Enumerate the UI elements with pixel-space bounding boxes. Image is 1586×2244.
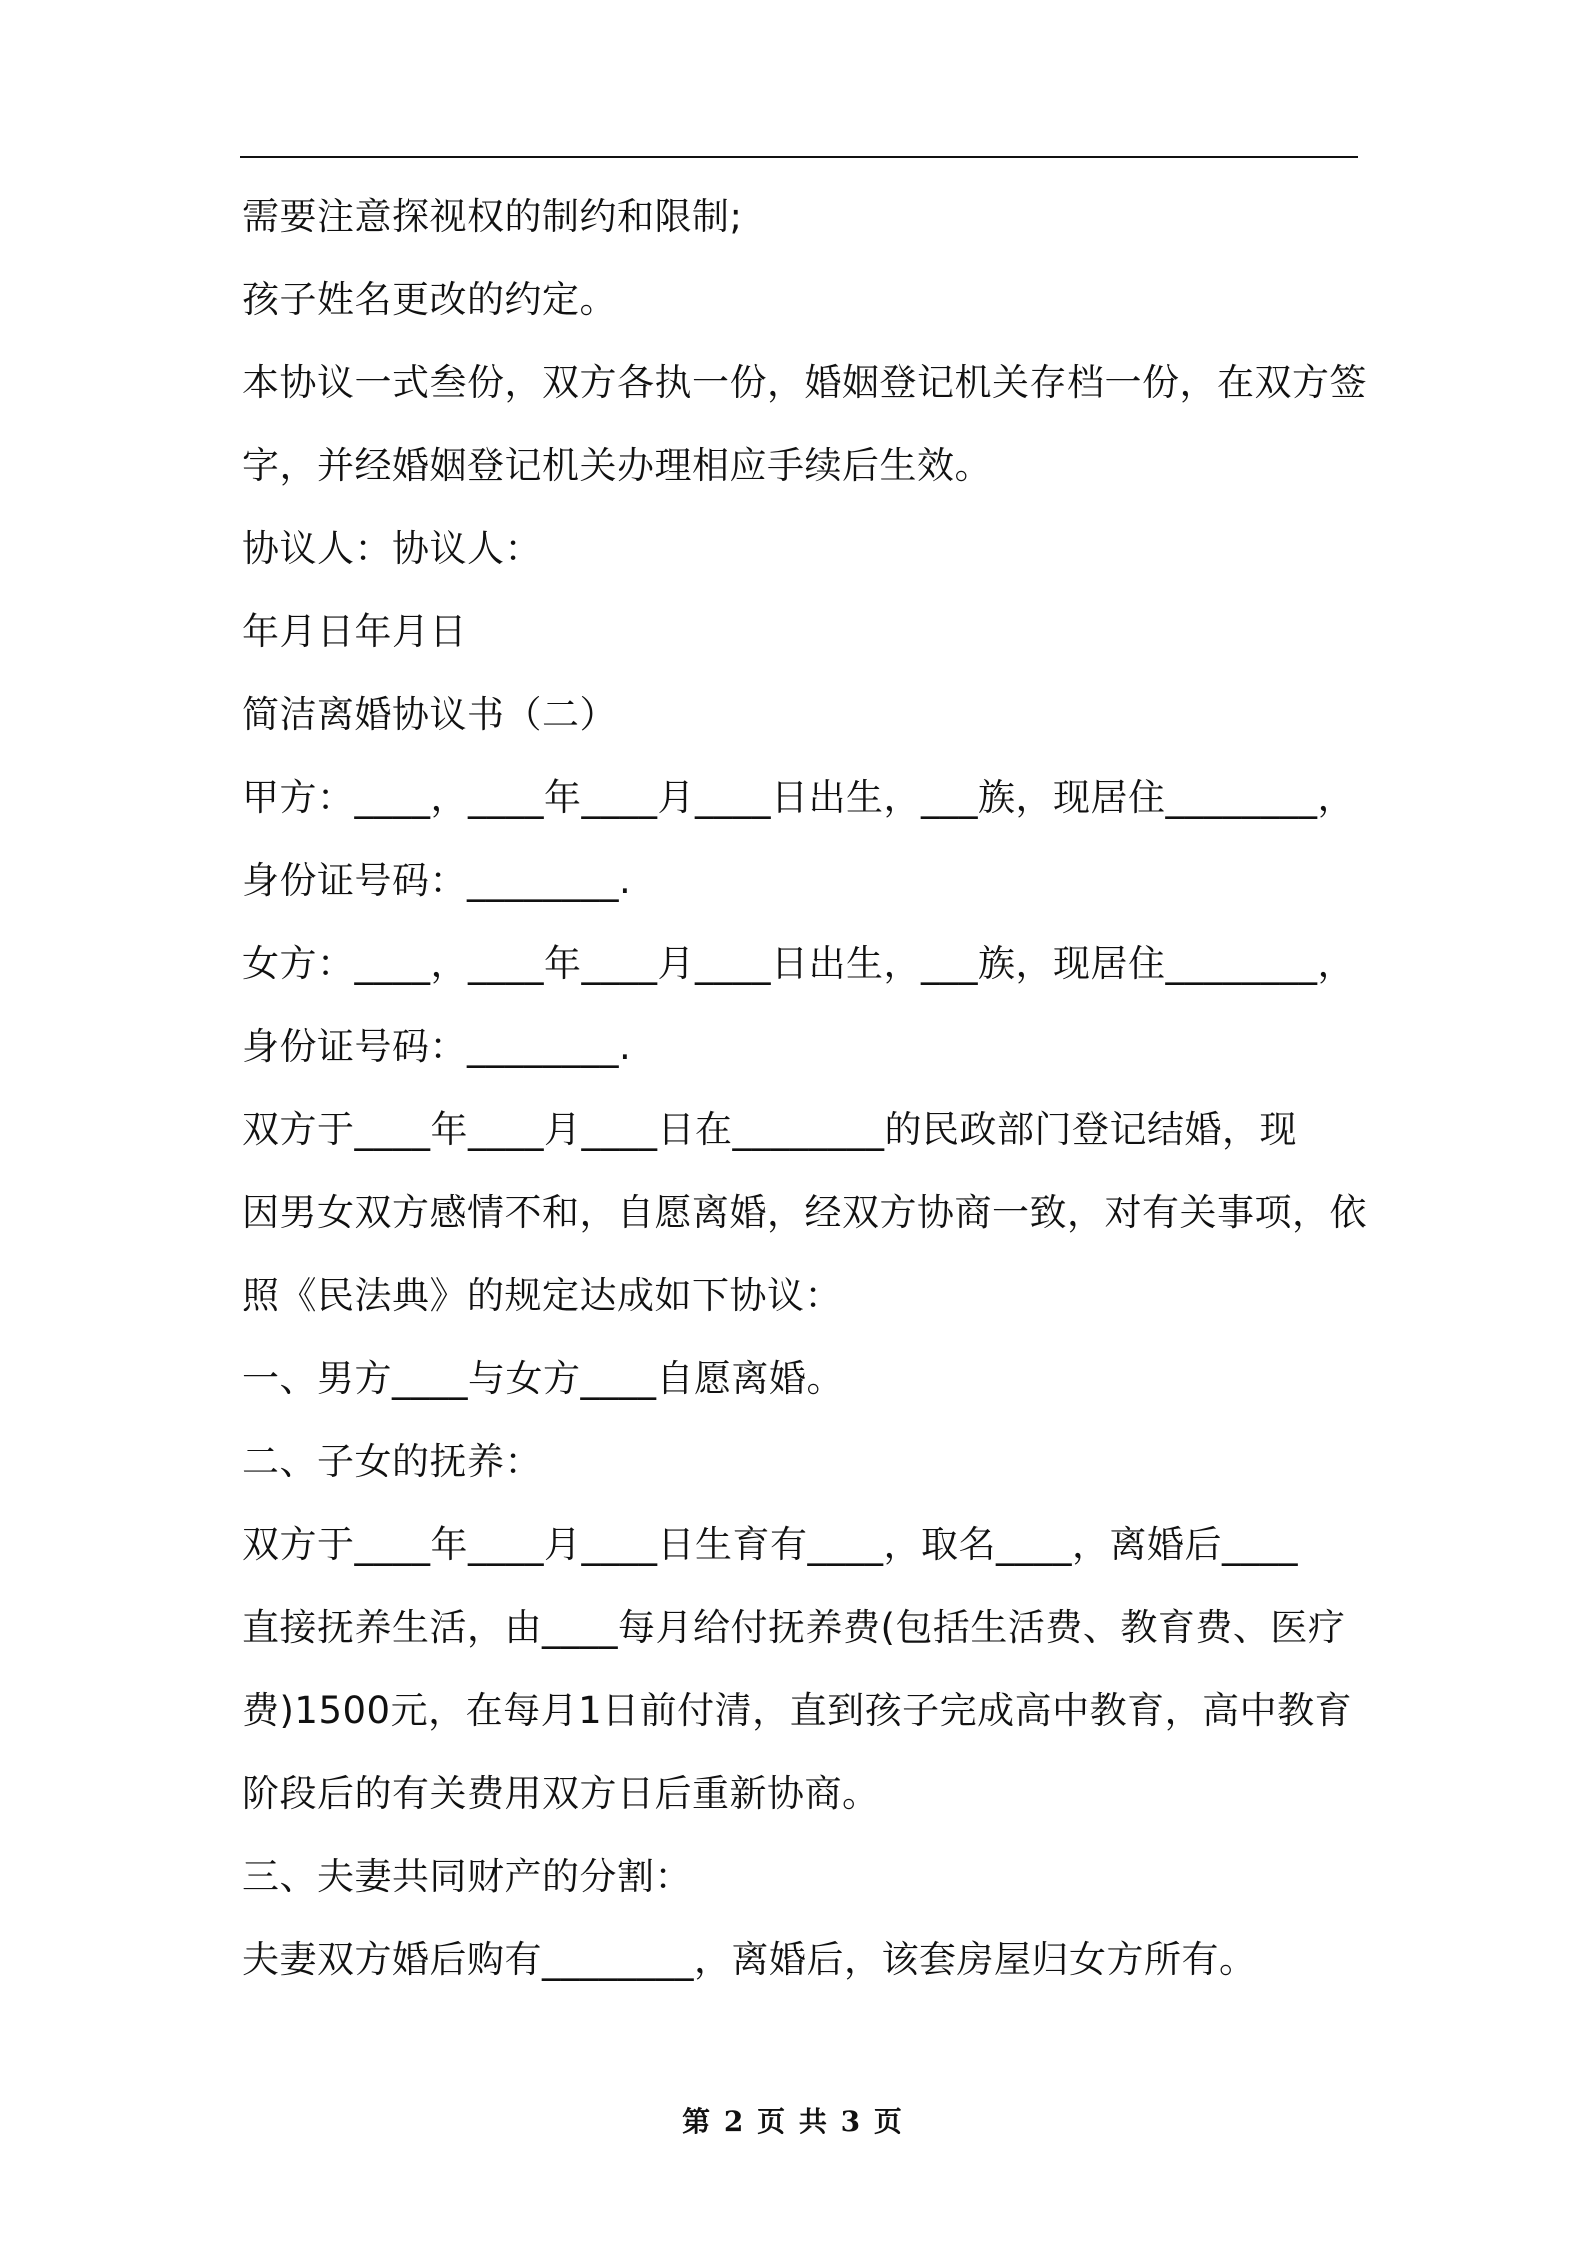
text-line: 双方于____年____月____日在________的民政部门登记结婚，现 (242, 1108, 1297, 1151)
text-line: 身份证号码：________. (242, 1025, 632, 1068)
section-title: 简洁离婚协议书（二） (242, 693, 617, 736)
text-line: 费)1500元，在每月1日前付清，直到孩子完成高中教育，高中教育 (242, 1689, 1353, 1732)
text-line: 协议人：协议人： (242, 527, 542, 570)
header-rule (240, 156, 1358, 158)
text-line: 本协议一式叁份，双方各执一份，婚姻登记机关存档一份，在双方签 (242, 361, 1367, 404)
text-line: 双方于____年____月____日生育有____，取名____，离婚后____ (242, 1523, 1298, 1566)
text-line: 孩子姓名更改的约定。 (242, 278, 617, 321)
text-line: 年月日年月日 (242, 610, 467, 653)
text-line: 直接抚养生活，由____每月给付抚养费(包括生活费、教育费、医疗 (242, 1606, 1346, 1649)
text-line: 字，并经婚姻登记机关办理相应手续后生效。 (242, 444, 992, 487)
text-line: 阶段后的有关费用双方日后重新协商。 (242, 1772, 880, 1815)
document-body (242, 195, 1367, 2022)
text-line: 三、夫妻共同财产的分割： (242, 1855, 692, 1898)
text-line: 女方：____，____年____月____日出生，___族，现居住________， (242, 942, 1355, 985)
text-line: 甲方：____，____年____月____日出生，___族，现居住________， (242, 776, 1355, 819)
page-number-footer: 第 2 页 共 3 页 (682, 2105, 904, 2138)
text-line: 因男女双方感情不和，自愿离婚，经双方协商一致，对有关事项，依 (242, 1191, 1367, 1234)
text-line: 夫妻双方婚后购有________，离婚后，该套房屋归女方所有。 (242, 1938, 1257, 1981)
text-line: 需要注意探视权的制约和限制; (242, 195, 743, 238)
text-line: 身份证号码：________. (242, 859, 632, 902)
text-line: 照《民法典》的规定达成如下协议： (242, 1274, 842, 1317)
text-line: 一、男方____与女方____自愿离婚。 (242, 1357, 844, 1400)
text-line: 二、子女的抚养： (242, 1440, 542, 1483)
